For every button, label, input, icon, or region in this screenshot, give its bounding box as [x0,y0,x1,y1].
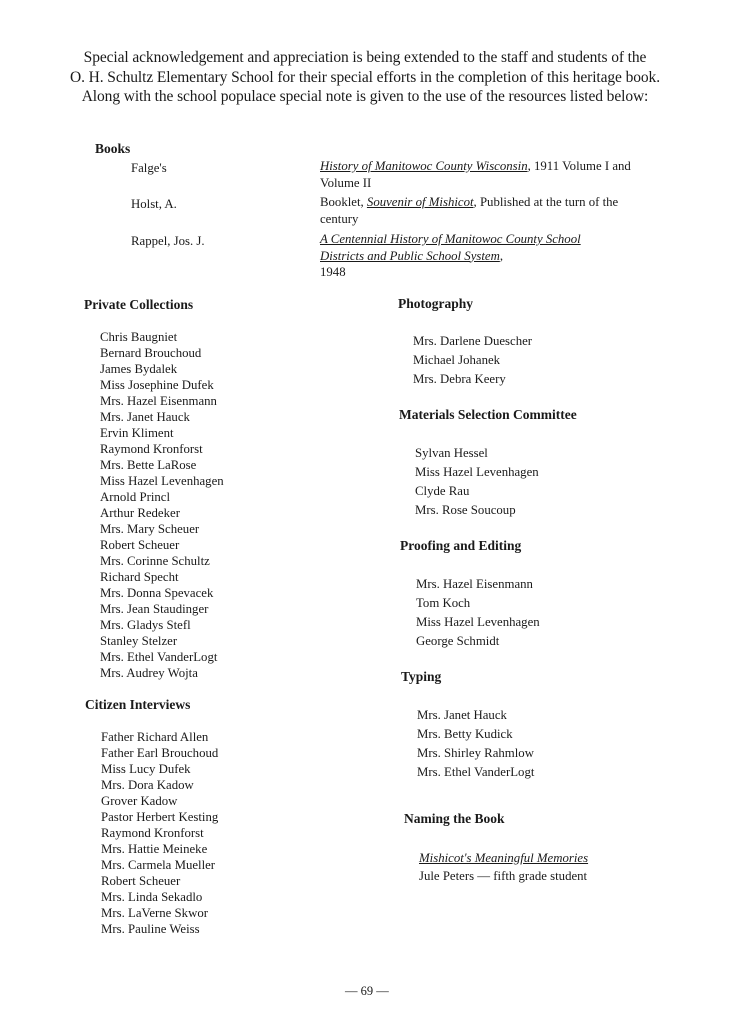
list-item: Mrs. Bette LaRose [100,458,197,472]
list-item: Arnold Princl [100,490,171,504]
book-author: Falge's [131,161,167,175]
list-item: Mrs. Gladys Stefl [100,618,191,632]
list-item: Raymond Kronforst [101,826,204,840]
list-item: Mrs. Jean Staudinger [100,602,209,616]
book-citation: A Centennial History of Manitowoc County School Districts and Public School System, 1948 [320,232,581,279]
page-number: — 69 — [345,984,389,998]
list-item: Mrs. Debra Keery [413,372,506,386]
list-item: Miss Josephine Dufek [100,378,214,392]
list-item: Arthur Redeker [100,506,180,520]
list-item: Mrs. Ethel VanderLogt [417,765,535,779]
materials-selection-list [415,444,539,520]
list-item: Ervin Kliment [100,426,174,440]
list-item: Clyde Rau [415,484,470,498]
list-item: Mrs. Donna Spevacek [100,586,214,600]
list-item: Robert Scheuer [101,874,181,888]
list-item: Mrs. Janet Hauck [100,410,190,424]
list-item: Miss Hazel Levenhagen [416,615,540,629]
list-item: Mrs. Pauline Weiss [101,922,200,936]
photography-heading: Photography [398,296,474,311]
list-item: Bernard Brouchoud [100,346,202,360]
list-item: Grover Kadow [101,794,178,808]
book-citation: History of Manitowoc County Wisconsin, 1911 Volume I and Volume II [320,159,631,190]
proofing-list [416,575,540,651]
list-item: Michael Johanek [413,353,501,367]
list-item: Mrs. Carmela Mueller [101,858,216,872]
list-item: Mrs. Shirley Rahmlow [417,746,534,760]
list-item: Mrs. Dora Kadow [101,778,194,792]
list-item: Mrs. Darlene Duescher [413,334,533,348]
naming-heading: Naming the Book [404,811,505,826]
citizen-interviews-list [101,729,218,937]
intro-line: O. H. Schultz Elementary School for their special efforts in the completion of this heritage book. [70,68,660,86]
list-item: Mrs. Betty Kudick [417,727,513,741]
credit-line: Jule Peters — fifth grade student [419,869,588,883]
naming-credit [419,849,588,885]
book-citation: Booklet, Souvenir of Mishicot, Published at the turn of the century [320,195,619,226]
list-item: Mrs. Hazel Eisenmann [416,577,533,591]
private-collections-heading: Private Collections [84,297,194,312]
list-item: Tom Koch [416,596,471,610]
list-item: Miss Hazel Levenhagen [415,465,539,479]
book-title: Souvenir of Mishicot [366,195,474,209]
list-item: Stanley Stelzer [100,634,178,648]
list-item: Miss Lucy Dufek [101,762,191,776]
list-item: Richard Specht [100,570,179,584]
list-item: Robert Scheuer [100,538,180,552]
intro-paragraph [40,48,690,107]
citizen-interviews-heading: Citizen Interviews [85,697,191,712]
list-item: Miss Hazel Levenhagen [100,474,224,488]
list-item: George Schmidt [416,634,500,648]
photography-list [413,332,532,389]
book-title: A Centennial History of Manitowoc County School Districts and Public School System [320,232,581,263]
book-author: Rappel, Jos. J. [131,234,205,248]
list-item: Pastor Herbert Kesting [101,810,219,824]
private-collections-list [100,329,224,681]
list-item: James Bydalek [100,362,178,376]
intro-line: Along with the school populace special note is given to the use of the resources listed below: [81,88,649,105]
list-item: Mrs. LaVerne Skwor [101,906,208,920]
proofing-heading: Proofing and Editing [400,538,522,553]
list-item: Mrs. Ethel VanderLogt [100,650,218,664]
books-heading: Books [95,141,131,156]
list-item: Mrs. Rose Soucoup [415,503,516,517]
list-item: Mrs. Corinne Schultz [100,554,210,568]
intro-line: Special acknowledgement and appreciation is being extended to the staff and students of the [83,49,647,66]
materials-selection-heading: Materials Selection Committee [399,407,577,422]
typing-list [417,706,534,782]
list-item: Mrs. Linda Sekadlo [101,890,203,904]
list-item: Chris Baugniet [100,330,178,344]
book-author: Holst, A. [131,197,177,211]
book-title: History of Manitowoc County Wisconsin [320,159,528,173]
list-item: Mrs. Hattie Meineke [101,842,208,856]
list-item: Mrs. Mary Scheuer [100,522,200,536]
book-name: Mishicot's Meaningful Memories [419,851,589,865]
list-item: Mrs. Janet Hauck [417,708,507,722]
typing-heading: Typing [401,669,442,684]
list-item: Raymond Kronforst [100,442,203,456]
list-item: Mrs. Audrey Wojta [100,666,198,680]
list-item: Mrs. Hazel Eisenmann [100,394,217,408]
list-item: Father Richard Allen [101,730,209,744]
list-item: Father Earl Brouchoud [101,746,219,760]
list-item: Sylvan Hessel [415,446,488,460]
